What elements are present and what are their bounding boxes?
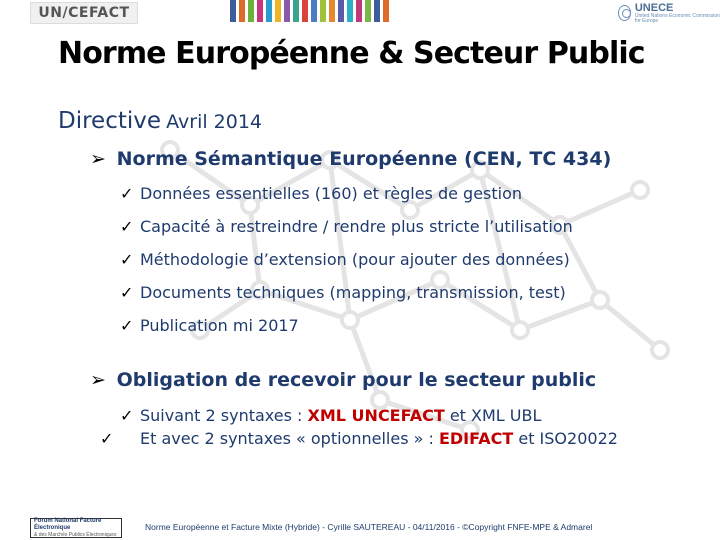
list-item-text-post: et ISO20022 bbox=[513, 429, 618, 448]
list-item-text: Documents techniques (mapping, transmission, test) bbox=[140, 283, 566, 302]
section-heading-obligation bbox=[90, 369, 596, 391]
highlight-edifact: EDIFACT bbox=[438, 429, 514, 448]
list-item bbox=[100, 428, 640, 450]
list-item bbox=[120, 316, 573, 349]
obligation-checklist bbox=[100, 406, 640, 450]
list-item bbox=[120, 217, 573, 250]
checkmark-icon: ✓ bbox=[100, 429, 114, 448]
fnfe-logo bbox=[30, 518, 122, 538]
list-item-text: Méthodologie d’extension (pour ajouter des données) bbox=[140, 250, 570, 269]
section-heading-text: Obligation de recevoir pour le secteur public bbox=[116, 369, 597, 391]
list-item bbox=[120, 184, 573, 217]
arrow-bullet-icon: ➢ bbox=[90, 369, 106, 391]
section-heading-text: Norme Sémantique Européenne (CEN, TC 434) bbox=[116, 148, 612, 170]
checkmark-icon: ✓ bbox=[120, 316, 134, 335]
list-item-text: Données essentielles (160) et règles de gestion bbox=[140, 184, 523, 203]
list-item-text-post: et XML UBL bbox=[444, 406, 542, 425]
unece-subtitle: United Nations Economic Commission for Europe bbox=[634, 12, 720, 24]
unece-name: UNECE bbox=[634, 1, 674, 14]
section-heading-norme bbox=[90, 148, 611, 170]
checkmark-icon: ✓ bbox=[120, 217, 134, 236]
list-item bbox=[120, 283, 573, 316]
list-item-text-pre: Et avec 2 syntaxes « optionnelles » : bbox=[140, 429, 439, 448]
norme-checklist bbox=[120, 184, 573, 349]
slide-subtitle bbox=[58, 108, 262, 134]
subtitle-date: Avril 2014 bbox=[166, 111, 263, 133]
list-item bbox=[120, 406, 640, 428]
checkmark-icon: ✓ bbox=[120, 406, 134, 425]
fnfe-logo-line2: & des Marchés Publics Électroniques bbox=[34, 532, 117, 538]
highlight-xml-uncefact: XML UNCEFACT bbox=[307, 406, 445, 425]
slide-title: Norme Européenne & Secteur Public bbox=[58, 36, 645, 71]
list-item-text: Capacité à restreindre / rendre plus stricte l’utilisation bbox=[140, 217, 573, 236]
subtitle-main: Directive bbox=[58, 108, 162, 134]
arrow-bullet-icon: ➢ bbox=[90, 148, 106, 170]
list-item bbox=[120, 250, 573, 283]
list-item-text-pre: Suivant 2 syntaxes : bbox=[140, 406, 308, 425]
checkmark-icon: ✓ bbox=[120, 283, 134, 302]
checkmark-icon: ✓ bbox=[120, 250, 134, 269]
list-item-text: Publication mi 2017 bbox=[140, 316, 299, 335]
checkmark-icon: ✓ bbox=[120, 184, 134, 203]
fnfe-logo-line1: Forum National Facture Électronique bbox=[34, 518, 102, 531]
footer-copyright: Norme Européenne et Facture Mixte (Hybride) - Cyrille SAUTEREAU - 04/11/2016 - ©Copyright FNFE-MPE & Admarel bbox=[145, 522, 593, 532]
uncefact-logo: UN/CEFACT bbox=[30, 2, 138, 24]
